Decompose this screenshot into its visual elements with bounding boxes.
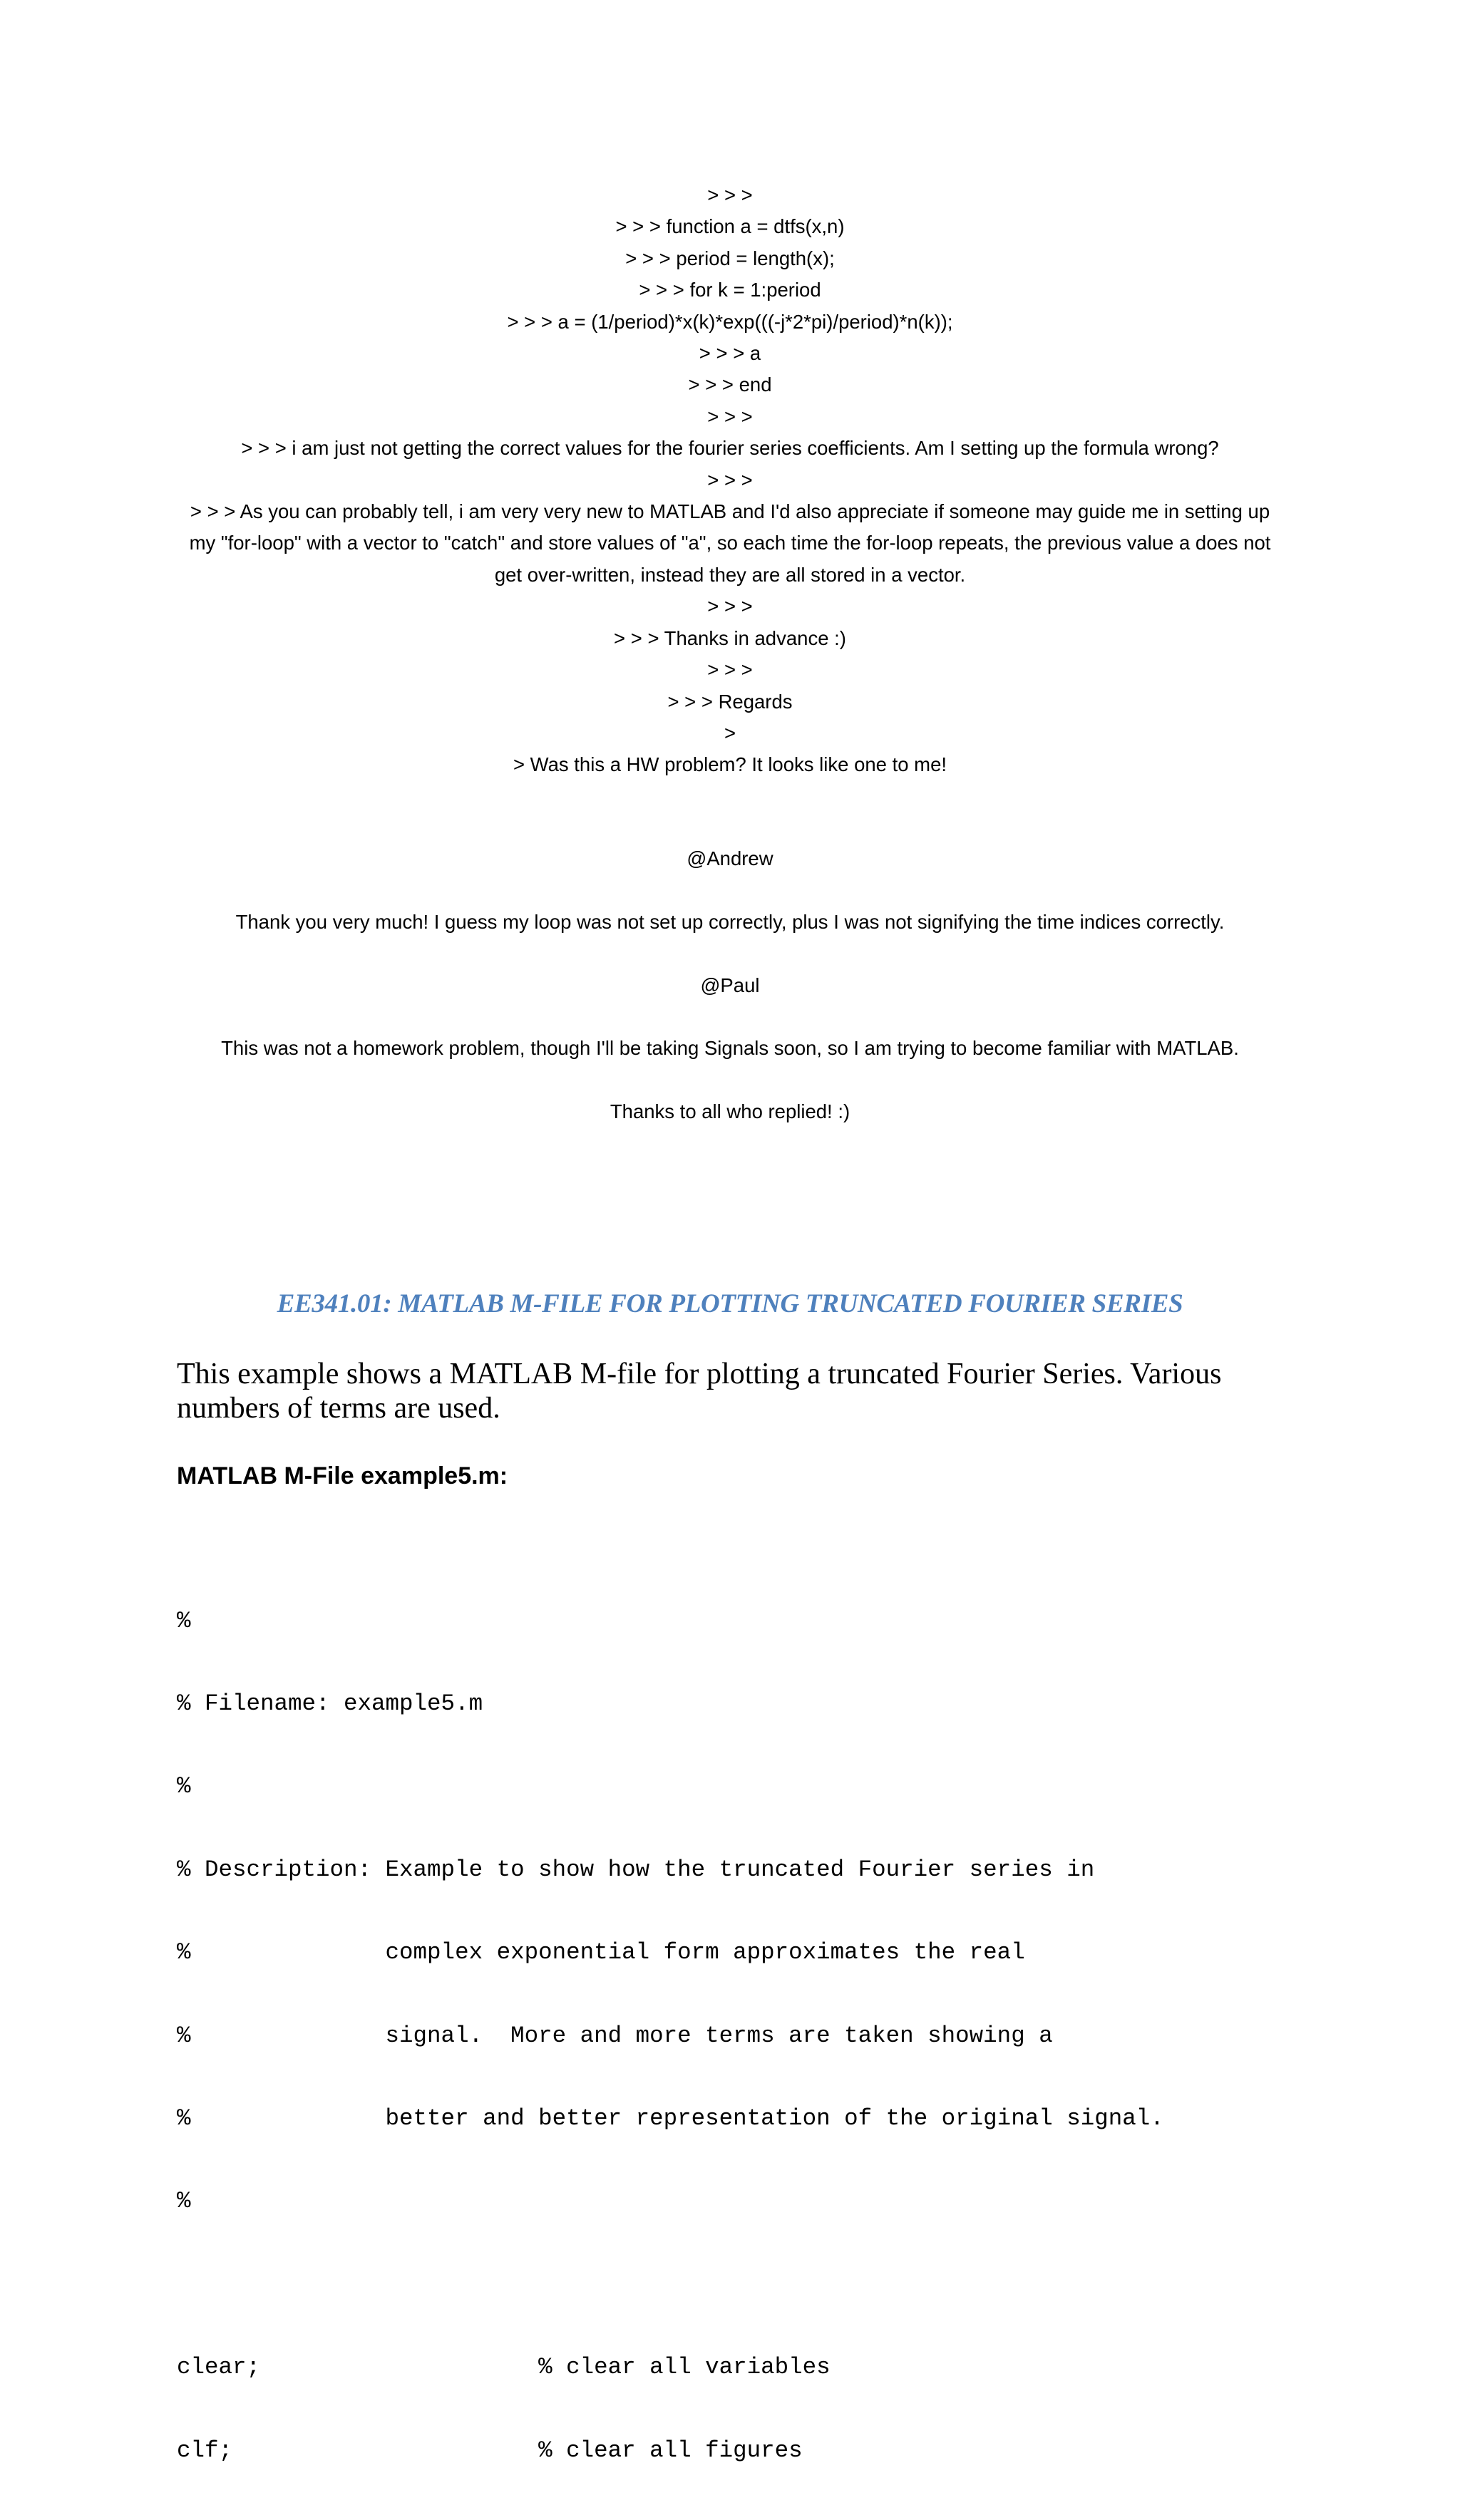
code-line: % Description: Example to show how the truncated Fourier series in xyxy=(177,1856,1095,1883)
andrew-handle: @Andrew xyxy=(687,847,773,869)
code-line: % xyxy=(177,2188,191,2215)
quote-line: > > > xyxy=(707,184,753,206)
intro-paragraph: This example shows a MATLAB M-file for plotting a truncated Fourier Series. Various numbers of terms are used. xyxy=(177,1358,1222,1425)
quote-line: > Was this a HW problem? It looks like one to me! xyxy=(513,753,947,776)
quote-line: > > > a = (1/period)*x(k)*exp(((-j*2*pi)/period)*n(k)); xyxy=(507,310,953,333)
code-line: clear; % clear all variables xyxy=(177,2354,831,2381)
quote-line: > > > Regards xyxy=(667,690,793,713)
quote-line: > > > Thanks in advance :) xyxy=(614,626,846,649)
quote-line: > > > As you can probably tell, i am very very new to MATLAB and I'd also appreciate if someone may guide me in setting up xyxy=(190,500,1270,523)
code-blank-line xyxy=(177,2271,1164,2299)
quote-line: > > > end xyxy=(688,373,772,396)
quote-line: > > > xyxy=(707,405,753,428)
mfile-title: MATLAB M-File example5.m: xyxy=(177,1462,508,1489)
quote-line: get over-written, instead they are all stored in a vector. xyxy=(494,563,966,586)
code-line: % complex exponential form approximates the real xyxy=(177,1939,1025,1966)
quote-line: > xyxy=(724,721,736,744)
section-heading: EE341.01: MATLAB M-FILE FOR PLOTTING TRUNCATED FOURIER SERIES xyxy=(277,1289,1183,1318)
quote-line: > > > function a = dtfs(x,n) xyxy=(615,215,845,238)
quote-line: my "for-loop" with a vector to "catch" and store values of "a", so each time the for-loop repeats, the previous value a does not xyxy=(189,532,1271,554)
reply-section xyxy=(178,843,1282,1160)
paul-handle: @Paul xyxy=(700,974,760,996)
quote-line: > > > period = length(x); xyxy=(625,247,835,269)
code-line: % signal. More and more terms are taken showing a xyxy=(177,2022,1053,2049)
quote-line: > > > xyxy=(707,468,753,491)
paul-message: This was not a homework problem, though I'll be taking Signals soon, so I am trying to become familiar with MATLAB. xyxy=(221,1037,1239,1060)
code-line: % better and better representation of the original signal. xyxy=(177,2105,1164,2132)
code-line: % xyxy=(177,1773,191,1800)
quote-line: > > > a xyxy=(699,342,761,365)
quote-line: > > > xyxy=(707,659,753,681)
code-line: clf; % clear all figures xyxy=(177,2437,803,2464)
code-line: % Filename: example5.m xyxy=(177,1690,483,1717)
andrew-message: Thank you very much! I guess my loop was not set up correctly, plus I was not signifying the time indices correctly. xyxy=(235,910,1225,933)
quote-line: > > > xyxy=(707,595,753,618)
quote-line: > > > for k = 1:period xyxy=(639,279,821,301)
quoted-email-block xyxy=(178,180,1282,781)
closing-message: Thanks to all who replied! :) xyxy=(610,1100,850,1123)
code-listing xyxy=(177,1552,1164,2520)
quote-line: > > > i am just not getting the correct values for the fourier series coefficients. Am I setting up the formula wrong? xyxy=(241,437,1219,460)
code-line: % xyxy=(177,1607,191,1634)
